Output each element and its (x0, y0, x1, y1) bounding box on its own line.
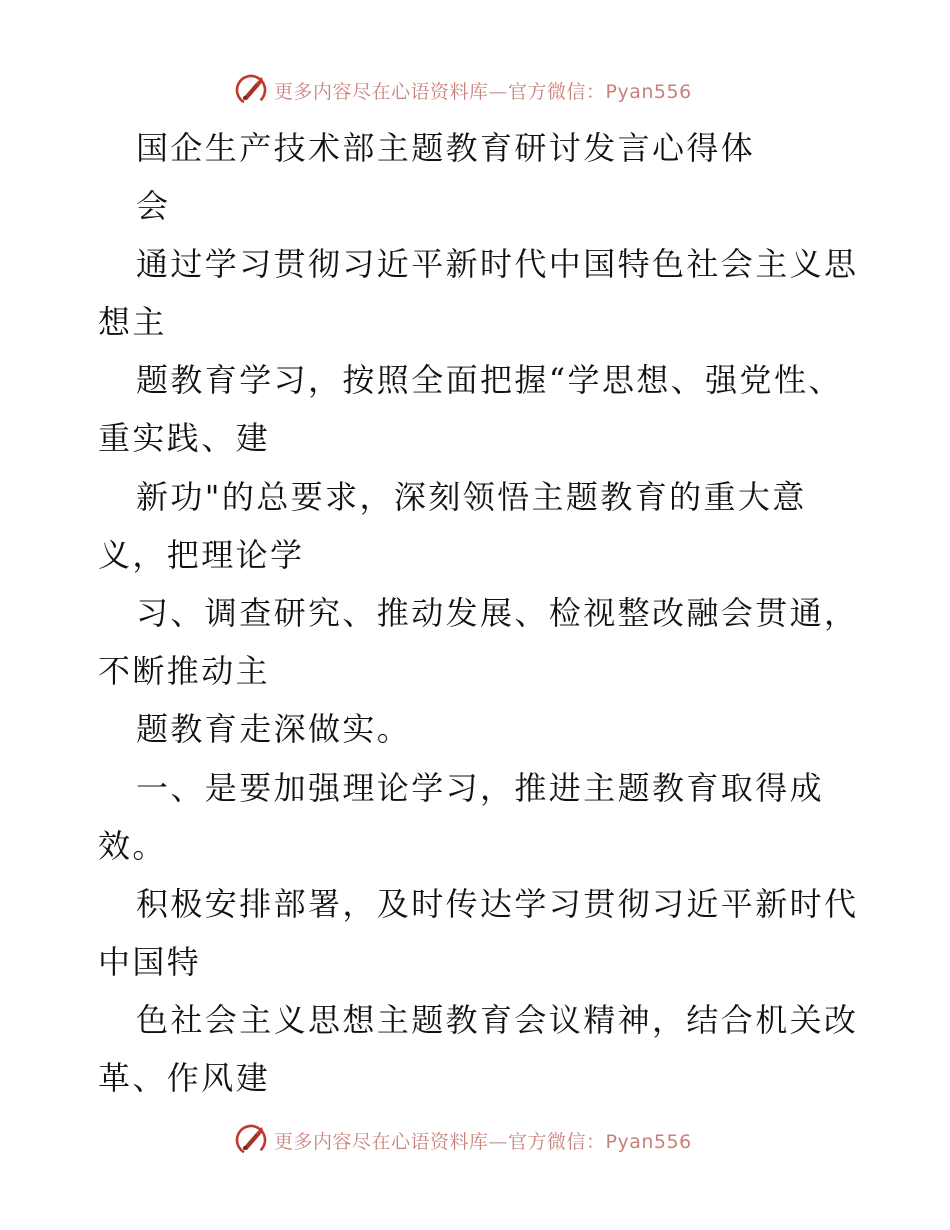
body-line: 色社会主义思想主题教育会议精神，结合机关改 (136, 1001, 859, 1039)
body-line: 中国特 (98, 943, 202, 981)
body-line: 重实践、建 (98, 419, 271, 457)
quill-pen-logo-icon (234, 73, 268, 107)
body-line: 效。 (98, 827, 167, 865)
body-line: 革、作风建 (98, 1059, 271, 1097)
body-line: 习、调查研究、推动发展、检视整改融会贯通， (136, 594, 859, 632)
header-watermark-banner (234, 72, 692, 108)
body-line: 积极安排部署，及时传达学习贯彻习近平新时代 (136, 885, 859, 923)
body-line: 不断推动主 (98, 652, 271, 690)
body-line: 义，把理论学 (98, 536, 305, 574)
section-heading-1: 一、是要加强理论学习，推进主题教育取得成 (136, 769, 825, 807)
footer-watermark-banner (234, 1122, 692, 1158)
document-title-line-2: 会 (136, 187, 171, 225)
body-line: 题教育学习，按照全面把握“学思想、强党性、 (136, 361, 843, 399)
quill-pen-logo-icon (234, 1123, 268, 1157)
body-line: 想主 (98, 303, 167, 341)
body-line: 通过学习贯彻习近平新时代中国特色社会主义思 (136, 245, 859, 283)
banner-text: 更多内容尽在心语资料库—官方微信：Pyan556 (274, 1130, 692, 1153)
banner-text: 更多内容尽在心语资料库—官方微信：Pyan556 (274, 80, 692, 103)
document-title-line-1: 国企生产技术部主题教育研讨发言心得体 (136, 129, 756, 167)
body-line: 题教育走深做实。 (136, 710, 412, 748)
body-line: 新功"的总要求，深刻领悟主题教育的重大意 (136, 478, 807, 516)
